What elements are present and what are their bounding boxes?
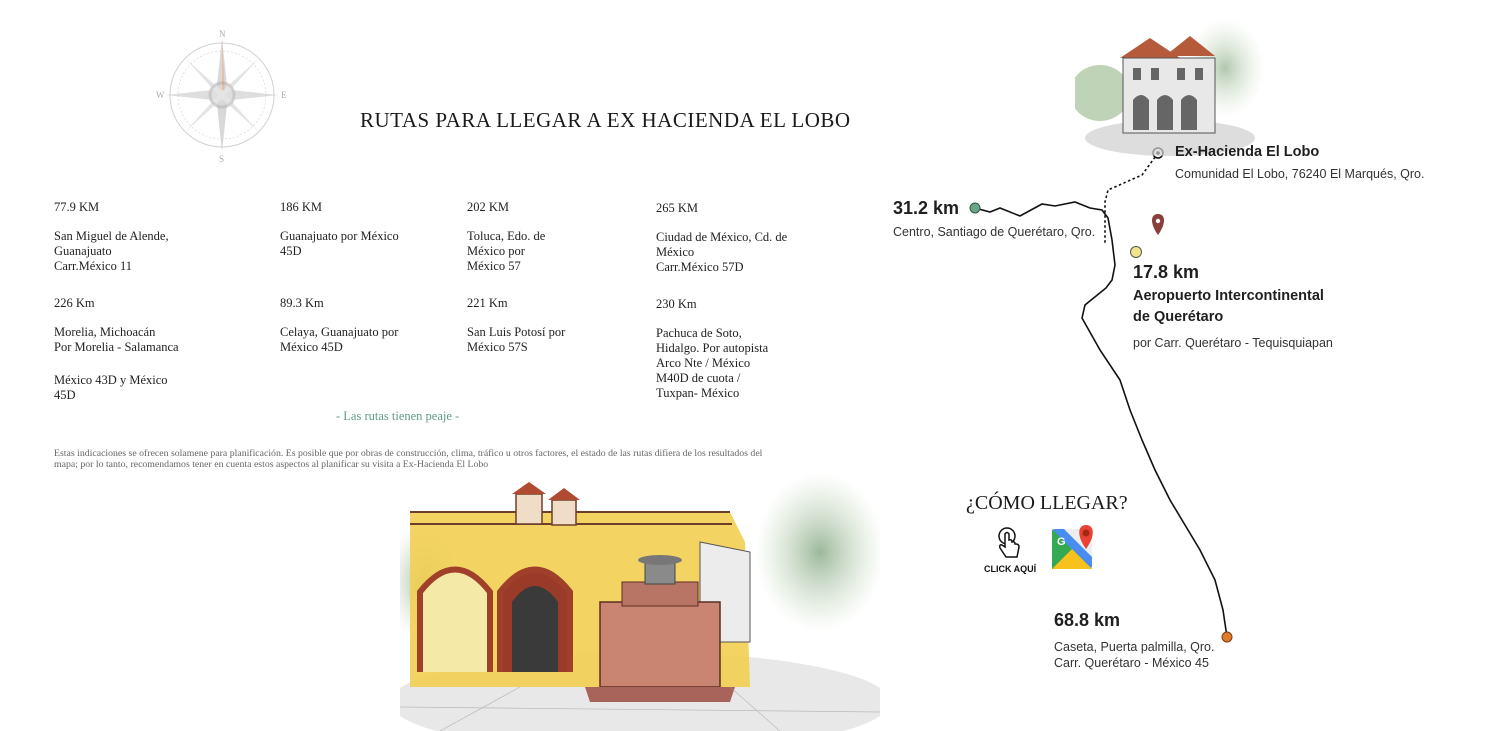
how-to-title: ¿CÓMO LLEGAR?: [966, 492, 1128, 514]
compass-w: W: [156, 90, 165, 100]
page-title: RUTAS PARA LLEGAR A EX HACIENDA EL LOBO: [360, 108, 851, 132]
route-distance: 77.9 KM: [54, 200, 100, 214]
airport-km: 17.8 km: [1133, 262, 1200, 282]
route-item: [280, 200, 399, 259]
route-place: San Miguel de Alende, Guanajuato Carr.México 11: [54, 229, 169, 273]
route-place: Celaya, Guanajuato por México 45D: [280, 325, 399, 354]
route-distance: 265 KM: [656, 201, 699, 215]
airport-marker: [1131, 247, 1142, 258]
compass-n: N: [219, 29, 226, 39]
caseta-marker: [1222, 632, 1232, 642]
route-place: San Luis Potosí por México 57S: [467, 325, 566, 354]
google-maps-icon[interactable]: [1050, 523, 1100, 573]
disclaimer: Estas indicaciones se ofrecen solamene para planificación. Es posible que por obras de construcción, clima, tráfico u otros factores, el estado de las rutas difiera de los resultados del mapa; por lo tanto, recomendamos tener en cuenta estos aspectos al planificar su visita a Ex-Hacienda El Lobo: [54, 448, 763, 470]
click-here-label[interactable]: CLICK AQUÍ: [984, 564, 1037, 574]
centro-marker: [970, 203, 980, 213]
compass-s: S: [219, 154, 225, 163]
caseta-line1: Caseta, Puerta palmilla, Qro.: [1054, 640, 1215, 654]
svg-text:G: G: [1057, 536, 1066, 548]
caseta-km: 68.8 km: [1054, 610, 1121, 630]
airport-name-line1: Aeropuerto Intercontinental: [1133, 288, 1324, 304]
route-item: [656, 201, 787, 275]
destination-address: Comunidad El Lobo, 76240 El Marqués, Qro.: [1175, 167, 1425, 181]
compass-rose-icon: [155, 28, 290, 163]
route-distance: 186 KM: [280, 200, 323, 214]
route-item: [467, 296, 565, 355]
destination-name: Ex-Hacienda El Lobo: [1175, 144, 1320, 160]
route-item: [280, 296, 398, 355]
route-place: Toluca, Edo. de México por México 57: [467, 229, 546, 273]
hacienda-patio-illustration: [400, 472, 880, 731]
route-item: [467, 200, 545, 274]
route-distance: 89.3 Km: [280, 296, 324, 310]
toll-note: - Las rutas tienen peaje -: [336, 409, 460, 423]
route-place: Morelia, Michoacán Por Morelia - Salamanca: [54, 325, 179, 354]
centro-km: 31.2 km: [893, 198, 960, 218]
route-place: Guanajuato por México 45D: [280, 229, 399, 258]
location-pin-icon: [1152, 214, 1164, 235]
route-item: [54, 296, 179, 403]
route-extra: México 43D y México 45D: [54, 373, 168, 402]
route-distance: 202 KM: [467, 200, 510, 214]
hand-pointer-icon[interactable]: [995, 527, 1023, 561]
route-item: [54, 200, 169, 274]
route-place: Ciudad de México, Cd. de México Carr.México 57D: [656, 230, 788, 274]
route-item: [656, 297, 768, 401]
route-place: Pachuca de Soto, Hidalgo. Por autopista Arco Nte / México M40D de cuota / Tuxpan- México: [656, 326, 769, 400]
airport-name-line2: de Querétaro: [1133, 309, 1224, 325]
ex-hacienda-building-illustration: [1075, 18, 1265, 158]
airport-sub: por Carr. Querétaro - Tequisquiapan: [1133, 336, 1333, 350]
route-distance: 230 Km: [656, 297, 697, 311]
centro-label: Centro, Santiago de Querétaro, Qro.: [893, 225, 1096, 239]
route-distance: 226 Km: [54, 296, 95, 310]
caseta-line2: Carr. Querétaro - México 45: [1054, 656, 1209, 670]
compass-e: E: [281, 90, 287, 100]
route-distance: 221 Km: [467, 296, 508, 310]
